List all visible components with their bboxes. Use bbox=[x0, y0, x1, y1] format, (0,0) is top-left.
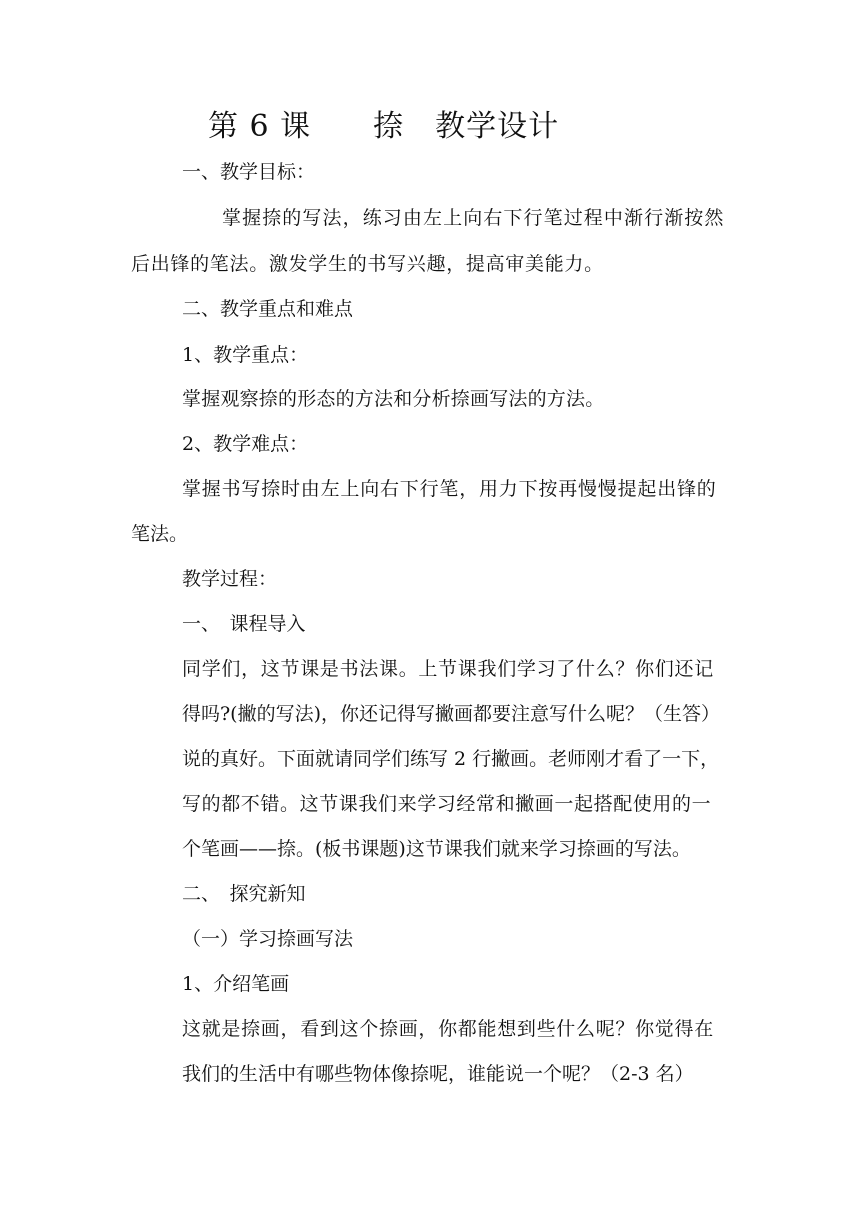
paragraph-line: 掌握观察捺的形态的方法和分析捺画写法的方法。 bbox=[182, 388, 605, 410]
section-heading-explore: 二、 探究新知 bbox=[182, 883, 306, 905]
paragraph-line: 后出锋的笔法。激发学生的书写兴趣，提高审美能力。 bbox=[131, 253, 604, 275]
paragraph-line: 笔法。 bbox=[131, 523, 189, 545]
paragraph-line: 掌握书写捺时由左上向右下行笔，用力下按再慢慢提起出锋的 bbox=[182, 478, 717, 500]
paragraph-line: 这就是捺画，看到这个捺画，你都能想到些什么呢？你觉得在 bbox=[182, 1018, 714, 1040]
section-heading-key-points: 二、教学重点和难点 bbox=[182, 298, 354, 320]
document-title: 第 6 课 捺 教学设计 bbox=[208, 109, 560, 144]
subheading-difficulty: 2、教学难点： bbox=[182, 433, 309, 455]
paragraph-line: 我们的生活中有哪些物体像捺呢，谁能说一个呢？（2-3 名） bbox=[182, 1063, 694, 1085]
paragraph-line: 写的都不错。这节课我们来学习经常和撇画一起搭配使用的一 bbox=[182, 793, 712, 815]
subheading-learn-stroke: （一）学习捺画写法 bbox=[182, 928, 354, 950]
section-heading-objectives: 一、教学目标： bbox=[182, 161, 316, 183]
paragraph-line: 掌握捺的写法，练习由左上向右下行笔过程中渐行渐按然 bbox=[222, 207, 725, 229]
section-heading-intro: 一、 课程导入 bbox=[182, 613, 306, 635]
subheading-key-point: 1、教学重点： bbox=[182, 344, 309, 366]
paragraph-line: 个笔画——捺。(板书课题)这节课我们就来学习捺画的写法。 bbox=[182, 838, 691, 860]
paragraph-line: 得吗?(撇的写法)，你还记得写撇画都要注意写什么呢？（生答） bbox=[182, 703, 721, 725]
subheading-introduce-stroke: 1、介绍笔画 bbox=[182, 973, 290, 995]
paragraph-line: 同学们，这节课是书法课。上节课我们学习了什么？你们还记 bbox=[182, 658, 714, 680]
section-heading-process: 教学过程： bbox=[182, 568, 278, 590]
paragraph-line: 说的真好。下面就请同学们练写 2 行撇画。老师刚才看了一下， bbox=[182, 748, 720, 770]
